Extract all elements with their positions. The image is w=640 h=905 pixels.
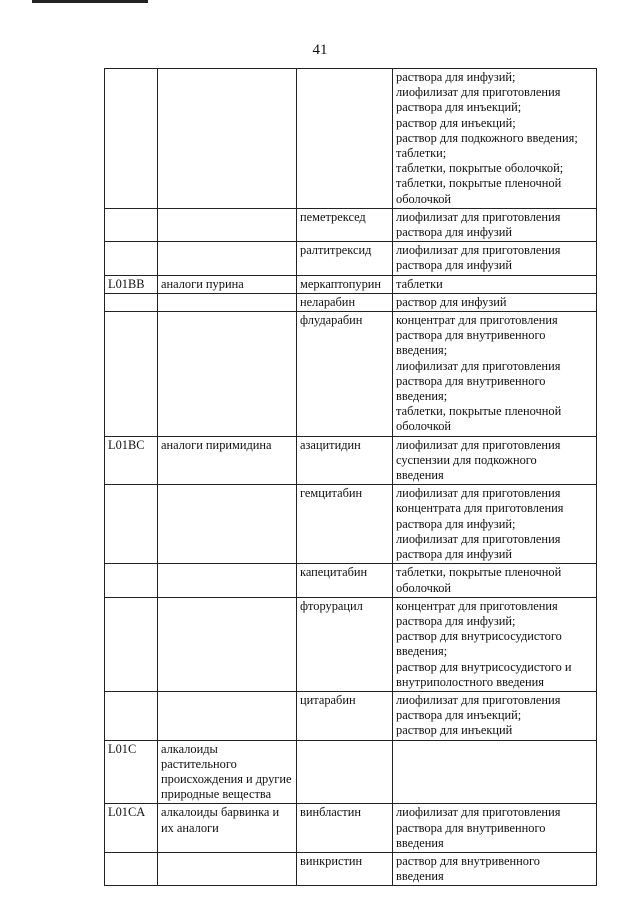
dosage-forms-cell	[393, 293, 597, 311]
drug-name-cell	[297, 804, 393, 853]
dosage-form-line: концентрата для приготовления	[396, 501, 564, 516]
dosage-form-line: раствора для инъекций;	[396, 708, 522, 723]
drug-text: пеметрексед	[300, 209, 366, 224]
atc-code-cell	[105, 312, 158, 437]
top-rule	[32, 0, 148, 3]
group-name-cell	[158, 312, 297, 437]
atc-code-cell	[105, 293, 158, 311]
dosage-form-line: раствор для инфузий	[396, 294, 507, 309]
atc-code-cell	[105, 242, 158, 275]
dosage-form-line: таблетки, покрытые оболочкой;	[396, 161, 564, 176]
dosage-forms-cell	[393, 208, 597, 241]
drug-name-cell	[297, 852, 393, 885]
dosage-forms-cell	[393, 275, 597, 293]
dosage-form-line: лиофилизат для приготовления	[396, 209, 561, 224]
dosage-form-line: лиофилизат для приготовления	[396, 692, 561, 707]
group-name-cell	[158, 436, 297, 485]
drug-name-cell	[297, 691, 393, 740]
dosage-form-line: внутриполостного введения	[396, 674, 544, 689]
dosage-form-line: раствор для внутрисосудистого и	[396, 659, 572, 674]
group-name-cell	[158, 804, 297, 853]
dosage-form-line: таблетки, покрытые пленочной	[396, 565, 562, 580]
drug-name-cell	[297, 312, 393, 437]
atc-code-cell	[105, 436, 158, 485]
table-row	[105, 208, 597, 241]
group-name-cell	[158, 691, 297, 740]
dosage-form-line: введения;	[396, 389, 448, 404]
drug-name-cell	[297, 69, 393, 209]
dosage-form-line: лиофилизат для приготовления	[396, 358, 561, 373]
dosage-form-line: раствора для внутривенного	[396, 328, 546, 343]
drug-text: цитарабин	[300, 692, 356, 707]
drug-name-cell	[297, 275, 393, 293]
dosage-form-line: раствора для инфузий;	[396, 70, 516, 84]
code-text: L01CA	[108, 805, 146, 820]
dosage-form-line: оболочкой	[396, 580, 452, 595]
drug-text: гемцитабин	[300, 486, 363, 501]
table-row	[105, 740, 597, 804]
dosage-form-line: раствора для инфузий	[396, 258, 512, 273]
dosage-form-line: раствор для внутрисосудистого	[396, 629, 562, 644]
dosage-form-line: таблетки, покрытые пленочной	[396, 404, 562, 419]
dosage-form-line: раствор для инъекций;	[396, 115, 516, 130]
dosage-form-line: раствора для внутривенного	[396, 373, 546, 388]
drug-name-cell	[297, 485, 393, 564]
drug-name-cell	[297, 242, 393, 275]
dosage-form-line: раствора для инфузий	[396, 225, 512, 240]
atc-code-cell	[105, 208, 158, 241]
dosage-form-line: раствора для инфузий;	[396, 516, 516, 531]
page-number: 41	[312, 42, 328, 58]
dosage-form-line: раствор для инъекций	[396, 723, 513, 738]
dosage-form-line: раствора для инъекций;	[396, 100, 522, 115]
dosage-form-line: концентрат для приготовления	[396, 313, 558, 328]
dosage-form-line: раствор для внутривенного	[396, 853, 540, 868]
drug-text: меркаптопурин	[300, 276, 382, 291]
dosage-form-line: лиофилизат для приготовления	[396, 243, 561, 258]
drug-name-cell	[297, 436, 393, 485]
dosage-form-line: введения	[396, 869, 444, 884]
table-row	[105, 485, 597, 564]
dosage-form-line: введения;	[396, 644, 448, 659]
table-row	[105, 597, 597, 691]
drug-table	[104, 68, 597, 886]
code-text: L01C	[108, 741, 137, 756]
table-row	[105, 293, 597, 311]
dosage-form-line: раствора для инфузий;	[396, 613, 516, 628]
drug-text: винбластин	[300, 805, 361, 820]
dosage-forms-cell	[393, 436, 597, 485]
dosage-form-line: оболочкой	[396, 419, 452, 434]
drug-name-cell	[297, 564, 393, 597]
group-text: алкалоиды барвинка и	[161, 805, 280, 820]
atc-code-cell	[105, 275, 158, 293]
atc-code-cell	[105, 485, 158, 564]
drug-text: капецитабин	[300, 565, 368, 580]
group-name-cell	[158, 564, 297, 597]
dosage-form-line: лиофилизат для приготовления	[396, 531, 561, 546]
atc-code-cell	[105, 740, 158, 804]
dosage-forms-cell	[393, 740, 597, 804]
drug-text: винкристин	[300, 853, 363, 868]
dosage-form-line: таблетки	[396, 276, 443, 291]
group-text: природные вещества	[161, 787, 272, 802]
table-row	[105, 69, 597, 209]
dosage-form-line: лиофилизат для приготовления	[396, 437, 561, 452]
table-row	[105, 312, 597, 437]
table-row	[105, 275, 597, 293]
dosage-forms-cell	[393, 691, 597, 740]
dosage-form-line: оболочкой	[396, 191, 452, 206]
group-name-cell	[158, 208, 297, 241]
dosage-form-line: введения;	[396, 343, 448, 358]
dosage-forms-cell	[393, 597, 597, 691]
drug-name-cell	[297, 293, 393, 311]
group-text: их аналоги	[161, 820, 219, 835]
table-row	[105, 242, 597, 275]
dosage-forms-cell	[393, 69, 597, 209]
drug-text: фторурацил	[300, 598, 363, 613]
group-name-cell	[158, 485, 297, 564]
atc-code-cell	[105, 852, 158, 885]
dosage-forms-cell	[393, 564, 597, 597]
group-name-cell	[158, 597, 297, 691]
group-text: растительного	[161, 756, 237, 771]
drug-name-cell	[297, 208, 393, 241]
dosage-form-line: введения	[396, 835, 444, 850]
dosage-form-line: введения	[396, 468, 444, 483]
dosage-form-line: таблетки, покрытые пленочной	[396, 176, 562, 191]
group-name-cell	[158, 242, 297, 275]
group-name-cell	[158, 69, 297, 209]
code-text: L01BC	[108, 437, 145, 452]
atc-code-cell	[105, 691, 158, 740]
group-name-cell	[158, 740, 297, 804]
group-text: алкалоиды	[161, 741, 218, 756]
dosage-form-line: суспензии для подкожного	[396, 452, 537, 467]
table-row	[105, 436, 597, 485]
atc-code-cell	[105, 564, 158, 597]
table-row	[105, 564, 597, 597]
drug-text: ралтитрексид	[300, 243, 372, 258]
dosage-form-line: лиофилизат для приготовления	[396, 85, 561, 100]
group-text: аналоги пиримидина	[161, 437, 272, 452]
group-text: аналоги пурина	[161, 276, 244, 291]
dosage-form-line: таблетки;	[396, 146, 447, 161]
drug-name-cell	[297, 740, 393, 804]
code-text: L01BB	[108, 276, 145, 291]
dosage-form-line: раствора для инфузий	[396, 547, 512, 562]
drug-text: азацитидин	[300, 437, 361, 452]
dosage-forms-cell	[393, 804, 597, 853]
drug-name-cell	[297, 597, 393, 691]
dosage-form-line: лиофилизат для приготовления	[396, 486, 561, 501]
dosage-forms-cell	[393, 242, 597, 275]
dosage-form-line: раствор для подкожного введения;	[396, 130, 578, 145]
group-text: происхождения и другие	[161, 771, 292, 786]
dosage-forms-cell	[393, 485, 597, 564]
drug-text: флударабин	[300, 313, 363, 328]
dosage-form-line: лиофилизат для приготовления	[396, 805, 561, 820]
group-name-cell	[158, 275, 297, 293]
atc-code-cell	[105, 804, 158, 853]
dosage-forms-cell	[393, 312, 597, 437]
table-row	[105, 804, 597, 853]
atc-code-cell	[105, 69, 158, 209]
table-row	[105, 691, 597, 740]
dosage-forms-cell	[393, 852, 597, 885]
dosage-form-line: концентрат для приготовления	[396, 598, 558, 613]
table-row	[105, 852, 597, 885]
group-name-cell	[158, 293, 297, 311]
drug-text: неларабин	[300, 294, 356, 309]
dosage-form-line: раствора для внутривенного	[396, 820, 546, 835]
group-name-cell	[158, 852, 297, 885]
atc-code-cell	[105, 597, 158, 691]
